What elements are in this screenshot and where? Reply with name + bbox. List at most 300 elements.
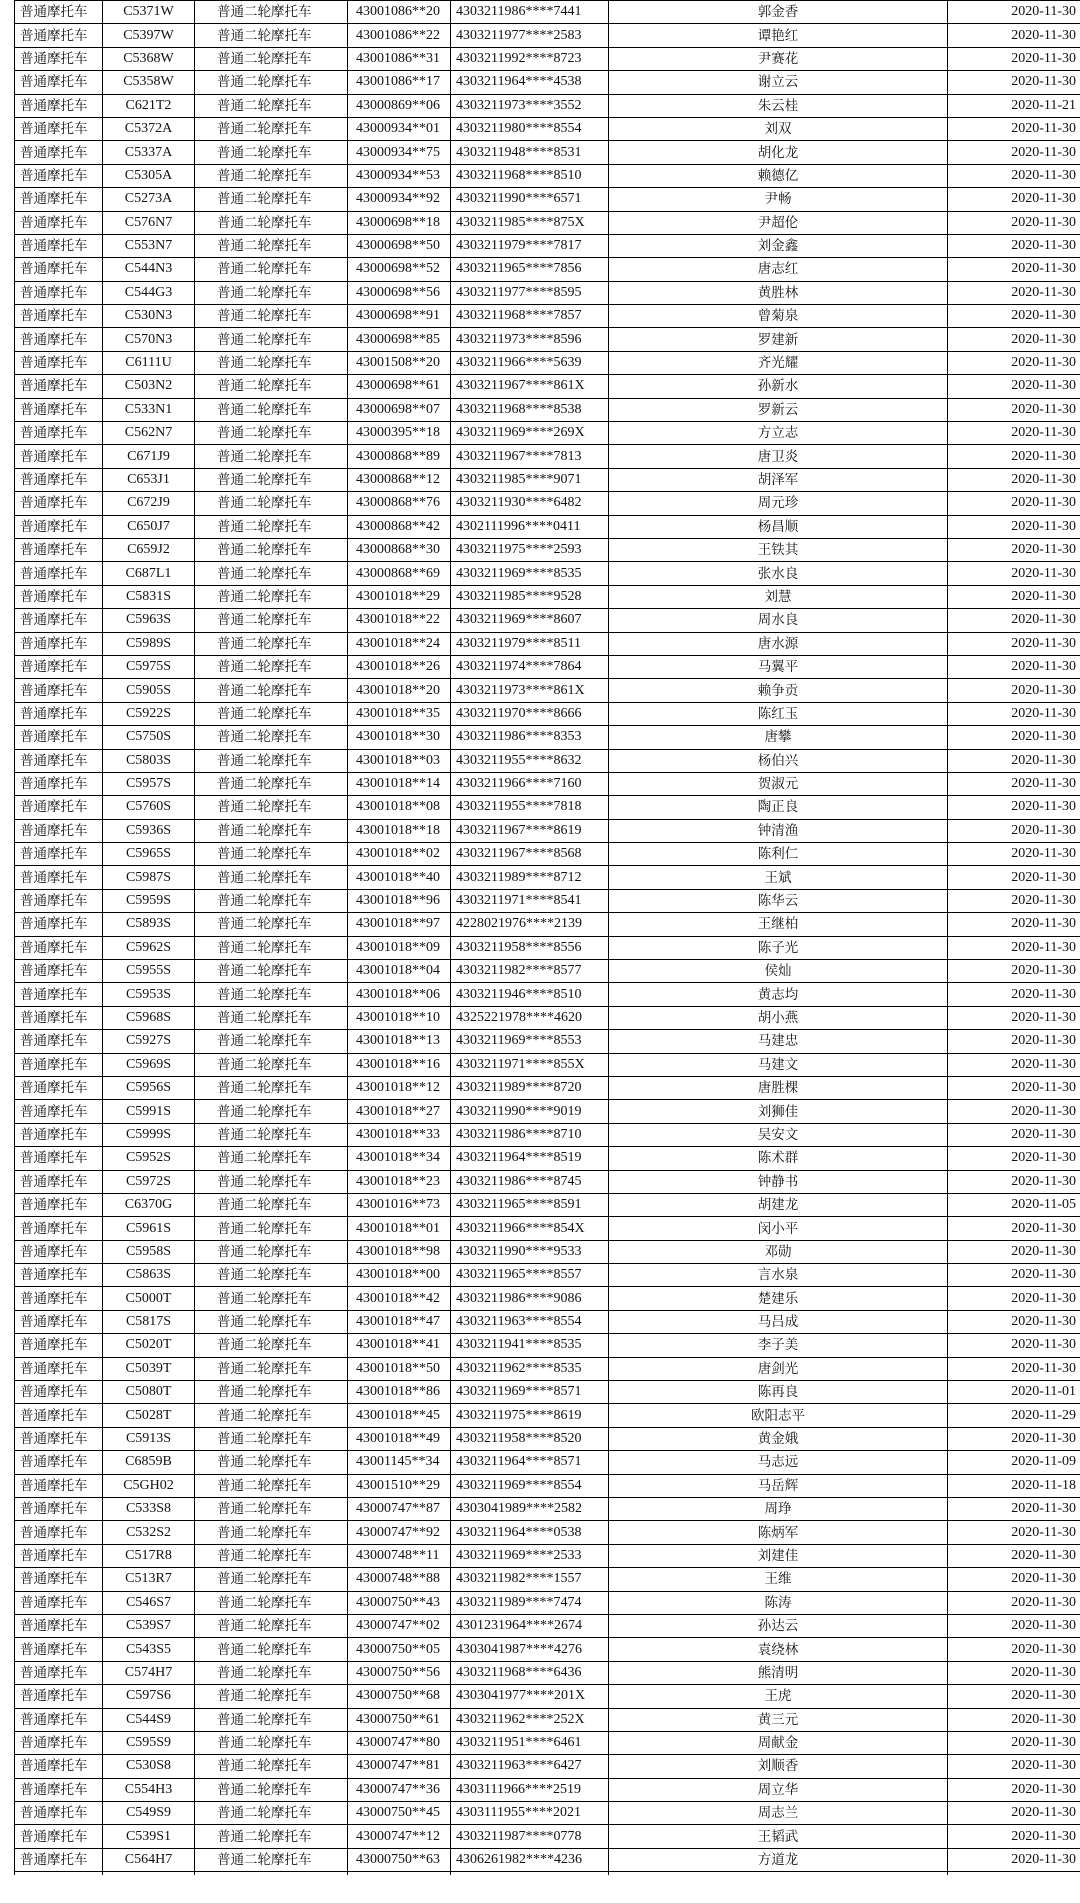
- owner-name-cell: 陈子光: [609, 936, 948, 959]
- date-cell: 2020-11-30: [948, 936, 1080, 959]
- date-cell: 2020-11-30: [948, 492, 1080, 515]
- table-row: [15, 1006, 1080, 1029]
- document-number-cell: 43000868**69: [348, 562, 451, 585]
- vehicle-type-cell: 普通摩托车: [15, 1076, 103, 1099]
- plate-number-cell: C5397W: [103, 24, 195, 47]
- vehicle-class-cell: 普通二轮摩托车: [195, 585, 348, 608]
- table-row: [15, 1123, 1080, 1146]
- document-number-cell: 43000747**92: [348, 1521, 451, 1544]
- document-number-cell: 43000747**81: [348, 1755, 451, 1778]
- date-cell: 2020-11-30: [948, 1778, 1080, 1801]
- vehicle-class-cell: 普通二轮摩托车: [195, 1825, 348, 1848]
- vehicle-type-cell: 普通摩托车: [15, 468, 103, 491]
- vehicle-type-cell: 普通摩托车: [15, 1498, 103, 1521]
- plate-number-cell: C5959S: [103, 889, 195, 912]
- owner-name-cell: 孙新水: [609, 375, 948, 398]
- vehicle-type-cell: 普通摩托车: [15, 1802, 103, 1825]
- document-number-cell: 43000698**61: [348, 375, 451, 398]
- id-number-cell: 4303211965****8557: [451, 1264, 609, 1287]
- owner-name-cell: 王继柏: [609, 913, 948, 936]
- vehicle-type-cell: 普通摩托车: [15, 1264, 103, 1287]
- table-row: [15, 1685, 1080, 1708]
- plate-number-cell: C544S9: [103, 1708, 195, 1731]
- table-row: [15, 702, 1080, 725]
- owner-name-cell: 黄三元: [609, 1708, 948, 1731]
- date-cell: 2020-11-30: [948, 562, 1080, 585]
- owner-name-cell: 方立志: [609, 422, 948, 445]
- document-number-cell: 43001018**98: [348, 1240, 451, 1263]
- owner-name-cell: 王韬武: [609, 1825, 948, 1848]
- table-row: [15, 1264, 1080, 1287]
- date-cell: 2020-11-30: [948, 1170, 1080, 1193]
- owner-name-cell: 马翼平: [609, 655, 948, 678]
- date-cell: 2020-11-30: [948, 913, 1080, 936]
- owner-name-cell: 欧阳志平: [609, 1404, 948, 1427]
- date-cell: 2020-11-05: [948, 1193, 1080, 1216]
- date-cell: 2020-11-30: [948, 445, 1080, 468]
- table-row: [15, 913, 1080, 936]
- plate-number-cell: C5956S: [103, 1076, 195, 1099]
- table-row: [15, 1568, 1080, 1591]
- owner-name-cell: 陈华云: [609, 889, 948, 912]
- plate-number-cell: C5936S: [103, 819, 195, 842]
- date-cell: 2020-11-30: [948, 422, 1080, 445]
- date-cell: 2020-11-30: [948, 1264, 1080, 1287]
- owner-name-cell: 贺淑元: [609, 772, 948, 795]
- vehicle-type-cell: 普通摩托车: [15, 866, 103, 889]
- plate-number-cell: C5831S: [103, 585, 195, 608]
- plate-number-cell: C5863S: [103, 1264, 195, 1287]
- table-row: [15, 398, 1080, 421]
- table-row: [15, 1, 1080, 24]
- vehicle-class-cell: 普通二轮摩托车: [195, 1638, 348, 1661]
- date-cell: 2020-11-30: [948, 188, 1080, 211]
- owner-name-cell: 齐光耀: [609, 351, 948, 374]
- id-number-cell: 4303111955****2021: [451, 1802, 609, 1825]
- document-number-cell: 43000698**50: [348, 234, 451, 257]
- owner-name-cell: 唐攀: [609, 726, 948, 749]
- vehicle-class-cell: 普通二轮摩托车: [195, 468, 348, 491]
- document-number-cell: 43001018**42: [348, 1287, 451, 1310]
- id-number-cell: 4303211986****8353: [451, 726, 609, 749]
- table-row: [15, 375, 1080, 398]
- date-cell: 2020-11-30: [948, 585, 1080, 608]
- vehicle-class-cell: 普通二轮摩托车: [195, 1498, 348, 1521]
- owner-name-cell: 罗新云: [609, 398, 948, 421]
- plate-number-cell: C5020T: [103, 1334, 195, 1357]
- table-row: [15, 117, 1080, 140]
- id-number-cell: 4303211986****8745: [451, 1170, 609, 1193]
- date-cell: 2020-11-30: [948, 141, 1080, 164]
- vehicle-type-cell: 普通摩托车: [15, 655, 103, 678]
- date-cell: 2020-11-30: [948, 164, 1080, 187]
- table-row: [15, 1521, 1080, 1544]
- plate-number-cell: C5922S: [103, 702, 195, 725]
- date-cell: 2020-11-30: [948, 749, 1080, 772]
- date-cell: 2020-11-30: [948, 609, 1080, 632]
- document-number-cell: 43000698**56: [348, 281, 451, 304]
- document-number-cell: 43000750**05: [348, 1638, 451, 1661]
- vehicle-class-cell: 普通二轮摩托车: [195, 1287, 348, 1310]
- owner-name-cell: 周志兰: [609, 1802, 948, 1825]
- date-cell: 2020-11-30: [948, 1708, 1080, 1731]
- document-number-cell: 43001018**30: [348, 726, 451, 749]
- owner-name-cell: 胡建龙: [609, 1193, 948, 1216]
- table-row: [15, 1217, 1080, 1240]
- table-row: [15, 1170, 1080, 1193]
- owner-name-cell: 陈利仁: [609, 843, 948, 866]
- table-row: [15, 772, 1080, 795]
- owner-name-cell: 赖争贡: [609, 679, 948, 702]
- table-row: [15, 1287, 1080, 1310]
- vehicle-class-cell: 普通二轮摩托车: [195, 1521, 348, 1544]
- id-number-cell: 4303211964****0538: [451, 1521, 609, 1544]
- plate-number-cell: C530N3: [103, 305, 195, 328]
- owner-name-cell: 孙达云: [609, 1614, 948, 1637]
- table-row: [15, 1848, 1080, 1871]
- table-row: [15, 1638, 1080, 1661]
- document-number-cell: 43001018**27: [348, 1100, 451, 1123]
- date-cell: 2020-11-30: [948, 1310, 1080, 1333]
- date-cell: 2020-11-30: [948, 655, 1080, 678]
- table-row: [15, 1825, 1080, 1848]
- table-row: [15, 515, 1080, 538]
- document-number-cell: 43000868**89: [348, 445, 451, 468]
- id-number-cell: 4303211969****8607: [451, 609, 609, 632]
- vehicle-type-cell: 普通摩托车: [15, 328, 103, 351]
- id-number-cell: 4303211967****8619: [451, 819, 609, 842]
- table-row: [15, 983, 1080, 1006]
- document-number-cell: 43001018**04: [348, 960, 451, 983]
- id-number-cell: 4303211992****8723: [451, 47, 609, 70]
- license-record-sheet: [14, 0, 1080, 1875]
- table-row: [15, 445, 1080, 468]
- vehicle-type-cell: 普通摩托车: [15, 422, 103, 445]
- vehicle-type-cell: 普通摩托车: [15, 234, 103, 257]
- date-cell: 2020-11-30: [948, 889, 1080, 912]
- document-number-cell: 43001018**03: [348, 749, 451, 772]
- plate-number-cell: C544G3: [103, 281, 195, 304]
- date-cell: 2020-11-09: [948, 1451, 1080, 1474]
- document-number-cell: 43001018**00: [348, 1264, 451, 1287]
- vehicle-class-cell: 普通二轮摩托车: [195, 328, 348, 351]
- document-number-cell: 43001018**50: [348, 1357, 451, 1380]
- table-row: [15, 258, 1080, 281]
- id-number-cell: 4303211964****8519: [451, 1147, 609, 1170]
- document-number-cell: 43001018**34: [348, 1147, 451, 1170]
- vehicle-class-cell: 普通二轮摩托车: [195, 71, 348, 94]
- date-cell: 2020-11-30: [948, 1030, 1080, 1053]
- vehicle-type-cell: 普通摩托车: [15, 492, 103, 515]
- vehicle-type-cell: 普通摩托车: [15, 47, 103, 70]
- date-cell: 2020-11-30: [948, 866, 1080, 889]
- id-number-cell: 4303211962****252X: [451, 1708, 609, 1731]
- vehicle-type-cell: 普通摩托车: [15, 351, 103, 374]
- vehicle-class-cell: 普通二轮摩托车: [195, 422, 348, 445]
- vehicle-class-cell: 普通二轮摩托车: [195, 1240, 348, 1263]
- plate-number-cell: C549S9: [103, 1802, 195, 1825]
- table-row: [15, 164, 1080, 187]
- vehicle-class-cell: 普通二轮摩托车: [195, 726, 348, 749]
- plate-number-cell: C659J2: [103, 538, 195, 561]
- date-cell: 2020-11-30: [948, 1638, 1080, 1661]
- vehicle-type-cell: 普通摩托车: [15, 936, 103, 959]
- vehicle-type-cell: 普通摩托车: [15, 913, 103, 936]
- vehicle-class-cell: 普通二轮摩托车: [195, 1568, 348, 1591]
- vehicle-type-cell: 普通摩托车: [15, 843, 103, 866]
- vehicle-class-cell: 普通二轮摩托车: [195, 1100, 348, 1123]
- date-cell: [948, 1872, 1080, 1876]
- owner-name-cell: 陈术群: [609, 1147, 948, 1170]
- owner-name-cell: 邓勋: [609, 1240, 948, 1263]
- owner-name-cell: 刘金鑫: [609, 234, 948, 257]
- table-row: [15, 1193, 1080, 1216]
- owner-name-cell: 胡化龙: [609, 141, 948, 164]
- vehicle-type-cell: 普通摩托车: [15, 1193, 103, 1216]
- document-number-cell: 43001086**20: [348, 1, 451, 24]
- vehicle-type-cell: 普通摩托车: [15, 1708, 103, 1731]
- table-row: [15, 632, 1080, 655]
- vehicle-type-cell: 普通摩托车: [15, 1334, 103, 1357]
- owner-name-cell: 谢立云: [609, 71, 948, 94]
- vehicle-type-cell: 普通摩托车: [15, 1521, 103, 1544]
- id-number-cell: 4303211968****8538: [451, 398, 609, 421]
- table-row: [15, 211, 1080, 234]
- date-cell: 2020-11-30: [948, 843, 1080, 866]
- vehicle-type-cell: 普通摩托车: [15, 1147, 103, 1170]
- vehicle-class-cell: 普通二轮摩托车: [195, 1544, 348, 1567]
- vehicle-type-cell: 普通摩托车: [15, 1685, 103, 1708]
- plate-number-cell: C672J9: [103, 492, 195, 515]
- vehicle-class-cell: 普通二轮摩托车: [195, 258, 348, 281]
- document-number-cell: 43001018**01: [348, 1217, 451, 1240]
- vehicle-class-cell: 普通二轮摩托车: [195, 94, 348, 117]
- table-row: [15, 562, 1080, 585]
- document-number-cell: 43000698**91: [348, 305, 451, 328]
- id-number-cell: 4303211973****8596: [451, 328, 609, 351]
- owner-name-cell: 马建文: [609, 1053, 948, 1076]
- vehicle-class-cell: 普通二轮摩托车: [195, 1591, 348, 1614]
- vehicle-class-cell: 普通二轮摩托车: [195, 211, 348, 234]
- document-number-cell: 43000747**12: [348, 1825, 451, 1848]
- plate-number-cell: C5817S: [103, 1310, 195, 1333]
- owner-name-cell: 侯灿: [609, 960, 948, 983]
- date-cell: 2020-11-30: [948, 375, 1080, 398]
- table-row: [15, 47, 1080, 70]
- id-number-cell: 4303211986****8710: [451, 1123, 609, 1146]
- date-cell: 2020-11-21: [948, 94, 1080, 117]
- date-cell: 2020-11-30: [948, 234, 1080, 257]
- table-row: [15, 1614, 1080, 1637]
- id-number-cell: 4303211979****8511: [451, 632, 609, 655]
- owner-name-cell: 唐胜棵: [609, 1076, 948, 1099]
- vehicle-type-cell: 普通摩托车: [15, 1006, 103, 1029]
- document-number-cell: 43000395**18: [348, 422, 451, 445]
- id-number-cell: [451, 1872, 609, 1876]
- vehicle-class-cell: 普通二轮摩托车: [195, 24, 348, 47]
- document-number-cell: 43001018**10: [348, 1006, 451, 1029]
- id-number-cell: 4303211977****8595: [451, 281, 609, 304]
- date-cell: 2020-11-30: [948, 1661, 1080, 1684]
- vehicle-type-cell: 普通摩托车: [15, 1755, 103, 1778]
- id-number-cell: 4303211989****7474: [451, 1591, 609, 1614]
- table-row: [15, 351, 1080, 374]
- table-row: [15, 819, 1080, 842]
- plate-number-cell: C621T2: [103, 94, 195, 117]
- vehicle-type-cell: 普通摩托车: [15, 585, 103, 608]
- id-number-cell: 4303211989****8720: [451, 1076, 609, 1099]
- vehicle-class-cell: 普通二轮摩托车: [195, 1123, 348, 1146]
- plate-number-cell: C546S7: [103, 1591, 195, 1614]
- table-row: [15, 94, 1080, 117]
- id-number-cell: 4303211969****8571: [451, 1381, 609, 1404]
- vehicle-class-cell: 普通二轮摩托车: [195, 1170, 348, 1193]
- plate-number-cell: C5963S: [103, 609, 195, 632]
- vehicle-type-cell: 普通摩托车: [15, 632, 103, 655]
- document-number-cell: 43000934**01: [348, 117, 451, 140]
- vehicle-class-cell: 普通二轮摩托车: [195, 1076, 348, 1099]
- vehicle-class-cell: 普通二轮摩托车: [195, 1147, 348, 1170]
- date-cell: 2020-11-30: [948, 258, 1080, 281]
- vehicle-class-cell: 普通二轮摩托车: [195, 117, 348, 140]
- plate-number-cell: C5987S: [103, 866, 195, 889]
- vehicle-type-cell: 普通摩托车: [15, 1825, 103, 1848]
- plate-number-cell: C5905S: [103, 679, 195, 702]
- id-number-cell: 4303211968****8510: [451, 164, 609, 187]
- vehicle-class-cell: 普通二轮摩托车: [195, 281, 348, 304]
- date-cell: 2020-11-30: [948, 1240, 1080, 1263]
- date-cell: 2020-11-30: [948, 1357, 1080, 1380]
- owner-name-cell: 赖德亿: [609, 164, 948, 187]
- vehicle-type-cell: 普通摩托车: [15, 679, 103, 702]
- document-number-cell: 43001018**23: [348, 1170, 451, 1193]
- plate-number-cell: C5372A: [103, 117, 195, 140]
- date-cell: 2020-11-30: [948, 468, 1080, 491]
- vehicle-class-cell: 普通二轮摩托车: [195, 796, 348, 819]
- vehicle-type-cell: 普通摩托车: [15, 24, 103, 47]
- vehicle-class-cell: 普通二轮摩托车: [195, 1708, 348, 1731]
- owner-name-cell: 唐志红: [609, 258, 948, 281]
- id-number-cell: 4303211969****8553: [451, 1030, 609, 1053]
- table-body: [15, 1, 1080, 1876]
- date-cell: 2020-11-30: [948, 960, 1080, 983]
- vehicle-type-cell: 普通摩托车: [15, 1170, 103, 1193]
- date-cell: 2020-11-30: [948, 305, 1080, 328]
- table-row: [15, 1755, 1080, 1778]
- vehicle-type-cell: 普通摩托车: [15, 1451, 103, 1474]
- plate-number-cell: C5GH02: [103, 1474, 195, 1497]
- plate-number-cell: C564H7: [103, 1848, 195, 1871]
- owner-name-cell: 周元珍: [609, 492, 948, 515]
- date-cell: 2020-11-30: [948, 47, 1080, 70]
- owner-name-cell: 尹畅: [609, 188, 948, 211]
- document-number-cell: 43000747**36: [348, 1778, 451, 1801]
- vehicle-type-cell: 普通摩托车: [15, 445, 103, 468]
- id-number-cell: 4303211989****8712: [451, 866, 609, 889]
- document-number-cell: 43001018**45: [348, 1404, 451, 1427]
- plate-number-cell: C671J9: [103, 445, 195, 468]
- document-number-cell: 43001018**24: [348, 632, 451, 655]
- id-number-cell: 4303211963****8554: [451, 1310, 609, 1333]
- plate-number-cell: C5965S: [103, 843, 195, 866]
- vehicle-type-cell: 普通摩托车: [15, 1638, 103, 1661]
- vehicle-type-cell: 普通摩托车: [15, 1053, 103, 1076]
- id-number-cell: 4303211969****8535: [451, 562, 609, 585]
- document-number-cell: 43000747**02: [348, 1614, 451, 1637]
- date-cell: 2020-11-30: [948, 726, 1080, 749]
- table-row: [15, 889, 1080, 912]
- id-number-cell: 4302111996****0411: [451, 515, 609, 538]
- owner-name-cell: 言水泉: [609, 1264, 948, 1287]
- table-row: [15, 1357, 1080, 1380]
- date-cell: 2020-11-29: [948, 1404, 1080, 1427]
- vehicle-type-cell: 普通摩托车: [15, 1591, 103, 1614]
- owner-name-cell: 陈炳军: [609, 1521, 948, 1544]
- owner-name-cell: 黄金娥: [609, 1427, 948, 1450]
- vehicle-type-cell: 普通摩托车: [15, 164, 103, 187]
- plate-number-cell: C5913S: [103, 1427, 195, 1450]
- table-row: [15, 843, 1080, 866]
- table-row: [15, 328, 1080, 351]
- plate-number-cell: [103, 1872, 195, 1876]
- document-number-cell: 43001018**18: [348, 819, 451, 842]
- plate-number-cell: C5975S: [103, 655, 195, 678]
- vehicle-class-cell: 普通二轮摩托车: [195, 234, 348, 257]
- vehicle-type-cell: 普通摩托车: [15, 1544, 103, 1567]
- date-cell: 2020-11-30: [948, 117, 1080, 140]
- plate-number-cell: C533S8: [103, 1498, 195, 1521]
- plate-number-cell: C517R8: [103, 1544, 195, 1567]
- table-row: [15, 866, 1080, 889]
- id-number-cell: 4303211990****9533: [451, 1240, 609, 1263]
- table-row: [15, 960, 1080, 983]
- date-cell: 2020-11-30: [948, 1848, 1080, 1871]
- document-number-cell: 43001018**06: [348, 983, 451, 1006]
- vehicle-class-cell: 普通二轮摩托车: [195, 141, 348, 164]
- owner-name-cell: 方道龙: [609, 1848, 948, 1871]
- id-number-cell: 4303041989****2582: [451, 1498, 609, 1521]
- id-number-cell: 4303211973****3552: [451, 94, 609, 117]
- vehicle-class-cell: 普通二轮摩托车: [195, 655, 348, 678]
- date-cell: 2020-11-30: [948, 1544, 1080, 1567]
- id-number-cell: 4303211985****875X: [451, 211, 609, 234]
- id-number-cell: 4303211986****7441: [451, 1, 609, 24]
- vehicle-type-cell: 普通摩托车: [15, 1030, 103, 1053]
- date-cell: 2020-11-30: [948, 1685, 1080, 1708]
- vehicle-class-cell: 普通二轮摩托车: [195, 1427, 348, 1450]
- id-number-cell: 4303211969****8554: [451, 1474, 609, 1497]
- owner-name-cell: 黄胜林: [609, 281, 948, 304]
- vehicle-type-cell: 普通摩托车: [15, 726, 103, 749]
- owner-name-cell: 王铁其: [609, 538, 948, 561]
- owner-name-cell: 袁绕林: [609, 1638, 948, 1661]
- document-number-cell: 43001508**20: [348, 351, 451, 374]
- plate-number-cell: C5955S: [103, 960, 195, 983]
- date-cell: 2020-11-30: [948, 1521, 1080, 1544]
- vehicle-class-cell: 普通二轮摩托车: [195, 492, 348, 515]
- owner-name-cell: 谭艳红: [609, 24, 948, 47]
- plate-number-cell: C544N3: [103, 258, 195, 281]
- owner-name-cell: 尹超伦: [609, 211, 948, 234]
- plate-number-cell: C513R7: [103, 1568, 195, 1591]
- plate-number-cell: C595S9: [103, 1731, 195, 1754]
- date-cell: 2020-11-30: [948, 1147, 1080, 1170]
- vehicle-class-cell: 普通二轮摩托车: [195, 188, 348, 211]
- vehicle-type-cell: 普通摩托车: [15, 609, 103, 632]
- table-row: [15, 1451, 1080, 1474]
- table-row: [15, 1591, 1080, 1614]
- vehicle-type-cell: 普通摩托车: [15, 702, 103, 725]
